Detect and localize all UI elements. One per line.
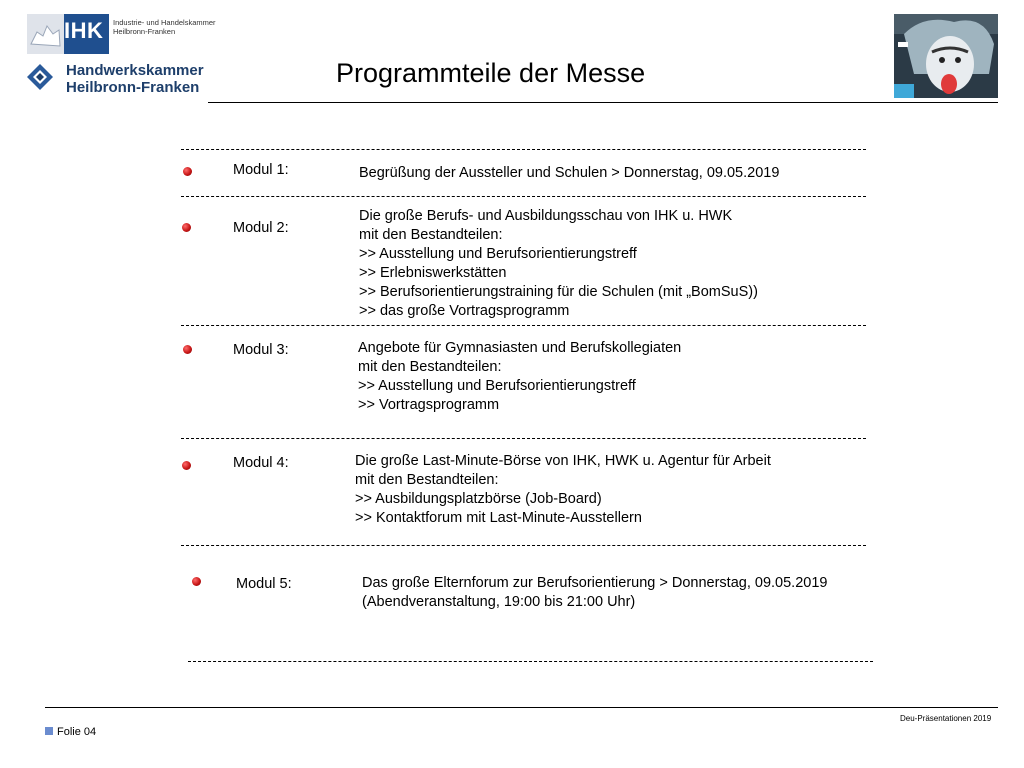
- ihk-subtitle-line2: Heilbronn-Franken: [113, 27, 176, 36]
- separator-5: [181, 545, 866, 546]
- bullet-icon: [183, 167, 192, 176]
- module-4-label: Modul 4:: [233, 455, 289, 471]
- ihk-logo-text: IHK: [64, 18, 104, 43]
- module-5-line: (Abendveranstaltung, 19:00 bis 21:00 Uhr): [362, 594, 636, 610]
- slide-square-icon: [45, 727, 53, 735]
- hwk-line1: Handwerkskammer: [66, 62, 204, 79]
- separator-1: [181, 149, 866, 150]
- module-4-line: >> Ausbildungsplatzbörse (Job-Board): [355, 491, 602, 507]
- title-divider: [208, 102, 998, 103]
- module-3-text: [358, 339, 681, 415]
- module-4-line: >> Kontaktforum mit Last-Minute-Ausstellern: [355, 510, 642, 526]
- module-2-line: >> Erlebniswerkstätten: [359, 265, 507, 281]
- module-3-line: >> Ausstellung und Berufsorientierungstreff: [358, 378, 636, 394]
- separator-2: [181, 196, 866, 197]
- module-1-line: Begrüßung der Aussteller und Schulen > Donnerstag, 09.05.2019: [359, 165, 780, 181]
- module-4-line: mit den Bestandteilen:: [355, 472, 499, 488]
- ihk-logo-subtitle: [113, 18, 216, 36]
- module-5-label: Modul 5:: [236, 576, 292, 592]
- module-3-line: >> Vortragsprogramm: [358, 397, 500, 413]
- module-2-text: [359, 207, 758, 321]
- module-2-line: >> Ausstellung und Berufsorientierungstreff: [359, 246, 637, 262]
- hwk-logo-text: [66, 62, 204, 96]
- module-3-line: mit den Bestandteilen:: [358, 359, 502, 375]
- slide-number: Folie 04: [57, 726, 97, 738]
- bullet-icon: [183, 345, 192, 354]
- bullet-icon: [192, 577, 201, 586]
- module-4-text: [355, 452, 771, 528]
- hwk-logo-icon: [26, 63, 54, 91]
- module-2-line: >> Berufsorientierungstraining für die Schulen (mit „BomSuS)): [359, 284, 758, 300]
- separator-6: [188, 661, 873, 662]
- module-4-line: Die große Last-Minute-Börse von IHK, HWK u. Agentur für Arbeit: [355, 453, 771, 469]
- footer-divider: [45, 707, 998, 708]
- module-5-text: [362, 574, 827, 612]
- module-5-line: Das große Elternforum zur Berufsorientierung > Donnerstag, 09.05.2019: [362, 575, 828, 591]
- module-3-label: Modul 3:: [233, 342, 289, 358]
- ihk-logo-emblem: [27, 14, 64, 54]
- separator-3: [181, 325, 866, 326]
- module-1-label: Modul 1:: [233, 162, 289, 178]
- separator-4: [181, 438, 866, 439]
- module-2-line: Die große Berufs- und Ausbildungsschau von IHK u. HWK: [359, 208, 733, 224]
- ihk-subtitle-line1: Industrie- und Handelskammer: [113, 18, 216, 27]
- bullet-icon: [182, 223, 191, 232]
- header-photo: [894, 14, 998, 98]
- hwk-line2: Heilbronn-Franken: [66, 79, 200, 96]
- module-2-line: mit den Bestandteilen:: [359, 227, 503, 243]
- module-2-line: >> das große Vortragsprogramm: [359, 303, 570, 319]
- footer-caption: Deu-Präsentationen 2019: [900, 714, 992, 723]
- module-1-text: [359, 164, 779, 183]
- module-3-line: Angebote für Gymnasiasten und Berufskollegiaten: [358, 340, 682, 356]
- page-title: Programmteile der Messe: [336, 58, 646, 88]
- module-2-label: Modul 2:: [233, 220, 289, 236]
- bullet-icon: [182, 461, 191, 470]
